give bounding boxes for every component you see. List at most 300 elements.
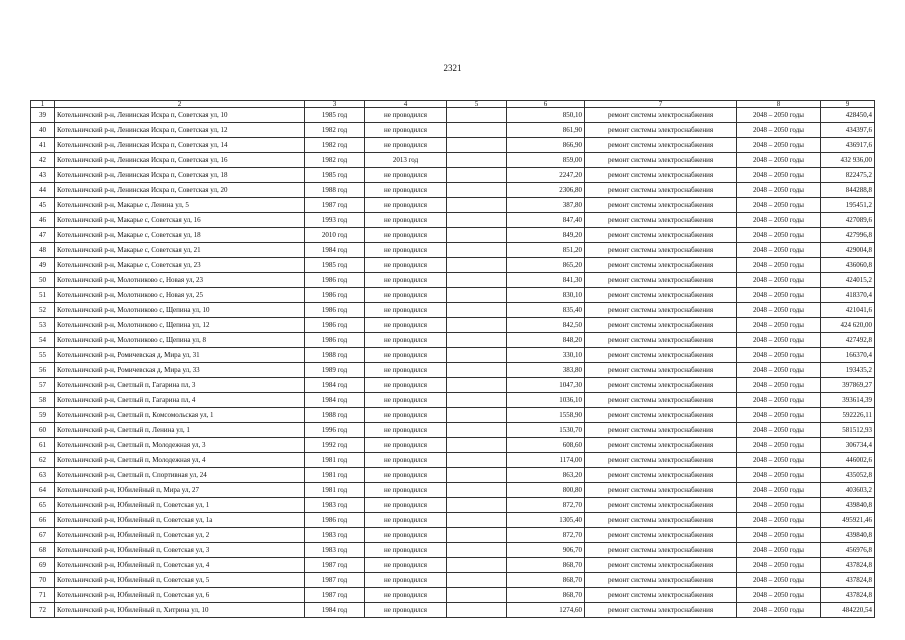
- row-number: 54: [31, 333, 55, 348]
- last-repair-cell: не проводился: [365, 588, 447, 603]
- cost-cell: 437824,8: [821, 573, 875, 588]
- empty-cell: [447, 108, 507, 123]
- empty-cell: [447, 303, 507, 318]
- cost-cell: 495921,46: [821, 513, 875, 528]
- cost-cell: 435052,8: [821, 468, 875, 483]
- period-cell: 2048 – 2050 годы: [737, 318, 821, 333]
- cost-cell: 393614,39: [821, 393, 875, 408]
- cost-cell: 195451,2: [821, 198, 875, 213]
- last-repair-cell: не проводился: [365, 408, 447, 423]
- row-number: 47: [31, 228, 55, 243]
- period-cell: 2048 – 2050 годы: [737, 243, 821, 258]
- cost-cell: 432 936,00: [821, 153, 875, 168]
- address-cell: Котельничский р-н, Светлый п, Гагарина пл, 3: [55, 378, 305, 393]
- construction-year-cell: 1982 год: [305, 123, 365, 138]
- area-cell: 830,10: [507, 288, 585, 303]
- period-cell: 2048 – 2050 годы: [737, 183, 821, 198]
- row-number: 68: [31, 543, 55, 558]
- table-row: [31, 273, 875, 288]
- empty-cell: [447, 348, 507, 363]
- address-cell: Котельничский р-н, Ленинская Искра п, Советская ул, 20: [55, 183, 305, 198]
- address-cell: Котельничский р-н, Юбилейный п, Мира ул, 27: [55, 483, 305, 498]
- address-cell: Котельничский р-н, Макарье с, Советская ул, 18: [55, 228, 305, 243]
- area-cell: 608,60: [507, 438, 585, 453]
- work-type-cell: ремонт системы электроснабжения: [585, 573, 737, 588]
- area-cell: 851,20: [507, 243, 585, 258]
- construction-year-cell: 1987 год: [305, 558, 365, 573]
- area-cell: 841,30: [507, 273, 585, 288]
- construction-year-cell: 1982 год: [305, 138, 365, 153]
- table-row: [31, 558, 875, 573]
- construction-year-cell: 1986 год: [305, 513, 365, 528]
- work-type-cell: ремонт системы электроснабжения: [585, 243, 737, 258]
- work-type-cell: ремонт системы электроснабжения: [585, 198, 737, 213]
- construction-year-cell: 1988 год: [305, 348, 365, 363]
- period-cell: 2048 – 2050 годы: [737, 483, 821, 498]
- empty-cell: [447, 333, 507, 348]
- construction-year-cell: 2010 год: [305, 228, 365, 243]
- last-repair-cell: не проводился: [365, 573, 447, 588]
- address-cell: Котельничский р-н, Молотниково с, Щепина ул, 12: [55, 318, 305, 333]
- address-cell: Котельничский р-н, Юбилейный п, Советская ул, 6: [55, 588, 305, 603]
- cost-cell: 306734,4: [821, 438, 875, 453]
- construction-year-cell: 1986 год: [305, 273, 365, 288]
- area-cell: 868,70: [507, 558, 585, 573]
- period-cell: 2048 – 2050 годы: [737, 603, 821, 618]
- address-cell: Котельничский р-н, Молотниково с, Новая ул, 25: [55, 288, 305, 303]
- address-cell: Котельничский р-н, Молотниково с, Щепина ул, 8: [55, 333, 305, 348]
- address-cell: Котельничский р-н, Ленинская Искра п, Советская ул, 16: [55, 153, 305, 168]
- row-number: 45: [31, 198, 55, 213]
- empty-cell: [447, 288, 507, 303]
- cost-cell: 424015,2: [821, 273, 875, 288]
- cost-cell: 439840,8: [821, 528, 875, 543]
- table-row: [31, 453, 875, 468]
- address-cell: Котельничский р-н, Юбилейный п, Советская ул, 5: [55, 573, 305, 588]
- table-row: [31, 258, 875, 273]
- construction-year-cell: 1984 год: [305, 243, 365, 258]
- table-row: [31, 138, 875, 153]
- period-cell: 2048 – 2050 годы: [737, 258, 821, 273]
- period-cell: 2048 – 2050 годы: [737, 558, 821, 573]
- area-cell: 383,80: [507, 363, 585, 378]
- empty-cell: [447, 213, 507, 228]
- last-repair-cell: не проводился: [365, 423, 447, 438]
- table-row: [31, 528, 875, 543]
- area-cell: 330,10: [507, 348, 585, 363]
- row-number: 40: [31, 123, 55, 138]
- area-cell: 866,90: [507, 138, 585, 153]
- empty-cell: [447, 378, 507, 393]
- address-cell: Котельничский р-н, Молотниково с, Новая ул, 23: [55, 273, 305, 288]
- page-number: 2321: [443, 63, 462, 73]
- construction-year-cell: 1982 год: [305, 153, 365, 168]
- last-repair-cell: не проводился: [365, 483, 447, 498]
- cost-cell: 436917,6: [821, 138, 875, 153]
- empty-cell: [447, 318, 507, 333]
- construction-year-cell: 1983 год: [305, 528, 365, 543]
- cost-cell: 421041,6: [821, 303, 875, 318]
- row-number: 70: [31, 573, 55, 588]
- address-cell: Котельничский р-н, Светлый п, Молодежная ул, 4: [55, 453, 305, 468]
- table-row: [31, 408, 875, 423]
- area-cell: 1174,00: [507, 453, 585, 468]
- last-repair-cell: не проводился: [365, 288, 447, 303]
- last-repair-cell: не проводился: [365, 228, 447, 243]
- area-cell: 906,70: [507, 543, 585, 558]
- last-repair-cell: не проводился: [365, 378, 447, 393]
- row-number: 63: [31, 468, 55, 483]
- table-row: [31, 303, 875, 318]
- row-number: 60: [31, 423, 55, 438]
- address-cell: Котельничский р-н, Юбилейный п, Советская ул, 3: [55, 543, 305, 558]
- address-cell: Котельничский р-н, Ромичевская д, Мира ул, 31: [55, 348, 305, 363]
- row-number: 48: [31, 243, 55, 258]
- area-cell: 865,20: [507, 258, 585, 273]
- address-cell: Котельничский р-н, Юбилейный п, Советская ул, 1: [55, 498, 305, 513]
- row-number: 66: [31, 513, 55, 528]
- work-type-cell: ремонт системы электроснабжения: [585, 423, 737, 438]
- row-number: 46: [31, 213, 55, 228]
- last-repair-cell: не проводился: [365, 438, 447, 453]
- construction-year-cell: 1986 год: [305, 318, 365, 333]
- table-row: [31, 348, 875, 363]
- area-cell: 1047,30: [507, 378, 585, 393]
- last-repair-cell: не проводился: [365, 603, 447, 618]
- column-header-2: 2: [55, 101, 305, 108]
- last-repair-cell: не проводился: [365, 273, 447, 288]
- area-cell: 2247,20: [507, 168, 585, 183]
- table-row: [31, 183, 875, 198]
- table-header-row: [31, 101, 875, 108]
- row-number: 41: [31, 138, 55, 153]
- last-repair-cell: не проводился: [365, 513, 447, 528]
- area-cell: 868,70: [507, 573, 585, 588]
- last-repair-cell: не проводился: [365, 303, 447, 318]
- work-type-cell: ремонт системы электроснабжения: [585, 483, 737, 498]
- empty-cell: [447, 603, 507, 618]
- area-cell: 800,80: [507, 483, 585, 498]
- last-repair-cell: не проводился: [365, 333, 447, 348]
- row-number: 49: [31, 258, 55, 273]
- area-cell: 848,20: [507, 333, 585, 348]
- cost-cell: 418370,4: [821, 288, 875, 303]
- work-type-cell: ремонт системы электроснабжения: [585, 288, 737, 303]
- table-row: [31, 378, 875, 393]
- cost-cell: 427492,8: [821, 333, 875, 348]
- period-cell: 2048 – 2050 годы: [737, 378, 821, 393]
- period-cell: 2048 – 2050 годы: [737, 288, 821, 303]
- work-type-cell: ремонт системы электроснабжения: [585, 558, 737, 573]
- area-cell: 872,70: [507, 528, 585, 543]
- period-cell: 2048 – 2050 годы: [737, 408, 821, 423]
- empty-cell: [447, 228, 507, 243]
- table-row: [31, 318, 875, 333]
- period-cell: 2048 – 2050 годы: [737, 213, 821, 228]
- last-repair-cell: не проводился: [365, 198, 447, 213]
- address-cell: Котельничский р-н, Юбилейный п, Советская ул, 1а: [55, 513, 305, 528]
- area-cell: 859,00: [507, 153, 585, 168]
- cost-cell: 434397,6: [821, 123, 875, 138]
- table-row: [31, 573, 875, 588]
- construction-year-cell: 1984 год: [305, 393, 365, 408]
- empty-cell: [447, 393, 507, 408]
- row-number: 62: [31, 453, 55, 468]
- work-type-cell: ремонт системы электроснабжения: [585, 183, 737, 198]
- row-number: 69: [31, 558, 55, 573]
- row-number: 64: [31, 483, 55, 498]
- construction-year-cell: 1984 год: [305, 378, 365, 393]
- work-type-cell: ремонт системы электроснабжения: [585, 363, 737, 378]
- last-repair-cell: 2013 год: [365, 153, 447, 168]
- work-type-cell: ремонт системы электроснабжения: [585, 123, 737, 138]
- last-repair-cell: не проводился: [365, 498, 447, 513]
- work-type-cell: ремонт системы электроснабжения: [585, 273, 737, 288]
- cost-cell: 437824,8: [821, 588, 875, 603]
- cost-cell: 592226,11: [821, 408, 875, 423]
- work-type-cell: ремонт системы электроснабжения: [585, 513, 737, 528]
- last-repair-cell: не проводился: [365, 183, 447, 198]
- work-type-cell: ремонт системы электроснабжения: [585, 318, 737, 333]
- cost-cell: 437824,8: [821, 558, 875, 573]
- address-cell: Котельничский р-н, Макарье с, Советская ул, 23: [55, 258, 305, 273]
- empty-cell: [447, 408, 507, 423]
- work-type-cell: ремонт системы электроснабжения: [585, 348, 737, 363]
- last-repair-cell: не проводился: [365, 318, 447, 333]
- table-row: [31, 198, 875, 213]
- column-header-3: 3: [305, 101, 365, 108]
- empty-cell: [447, 138, 507, 153]
- period-cell: 2048 – 2050 годы: [737, 438, 821, 453]
- period-cell: 2048 – 2050 годы: [737, 393, 821, 408]
- table-row: [31, 123, 875, 138]
- cost-cell: 193435,2: [821, 363, 875, 378]
- period-cell: 2048 – 2050 годы: [737, 498, 821, 513]
- row-number: 55: [31, 348, 55, 363]
- row-number: 61: [31, 438, 55, 453]
- empty-cell: [447, 258, 507, 273]
- column-header-8: 8: [737, 101, 821, 108]
- construction-year-cell: 1996 год: [305, 423, 365, 438]
- period-cell: 2048 – 2050 годы: [737, 198, 821, 213]
- empty-cell: [447, 438, 507, 453]
- empty-cell: [447, 588, 507, 603]
- address-cell: Котельничский р-н, Молотниково с, Щепина ул, 10: [55, 303, 305, 318]
- table-row: [31, 423, 875, 438]
- address-cell: Котельничский р-н, Светлый п, Молодежная ул, 3: [55, 438, 305, 453]
- table-row: [31, 438, 875, 453]
- empty-cell: [447, 198, 507, 213]
- empty-cell: [447, 558, 507, 573]
- construction-year-cell: 1987 год: [305, 588, 365, 603]
- row-number: 65: [31, 498, 55, 513]
- cost-cell: 397869,27: [821, 378, 875, 393]
- work-type-cell: ремонт системы электроснабжения: [585, 303, 737, 318]
- table-row: [31, 333, 875, 348]
- cost-cell: 427996,8: [821, 228, 875, 243]
- work-type-cell: ремонт системы электроснабжения: [585, 258, 737, 273]
- work-type-cell: ремонт системы электроснабжения: [585, 453, 737, 468]
- row-number: 53: [31, 318, 55, 333]
- empty-cell: [447, 483, 507, 498]
- row-number: 39: [31, 108, 55, 123]
- area-cell: 2306,80: [507, 183, 585, 198]
- work-type-cell: ремонт системы электроснабжения: [585, 168, 737, 183]
- cost-cell: 403603,2: [821, 483, 875, 498]
- area-cell: 1036,10: [507, 393, 585, 408]
- last-repair-cell: не проводился: [365, 213, 447, 228]
- row-number: 50: [31, 273, 55, 288]
- cost-cell: 439840,8: [821, 498, 875, 513]
- table-row: [31, 468, 875, 483]
- period-cell: 2048 – 2050 годы: [737, 333, 821, 348]
- empty-cell: [447, 528, 507, 543]
- work-type-cell: ремонт системы электроснабжения: [585, 378, 737, 393]
- table-row: [31, 393, 875, 408]
- period-cell: 2048 – 2050 годы: [737, 453, 821, 468]
- construction-year-cell: 1987 год: [305, 573, 365, 588]
- table-row: [31, 168, 875, 183]
- address-cell: Котельничский р-н, Юбилейный п, Советская ул, 2: [55, 528, 305, 543]
- period-cell: 2048 – 2050 годы: [737, 138, 821, 153]
- period-cell: 2048 – 2050 годы: [737, 168, 821, 183]
- cost-cell: 822475,2: [821, 168, 875, 183]
- area-cell: 1558,90: [507, 408, 585, 423]
- work-type-cell: ремонт системы электроснабжения: [585, 333, 737, 348]
- period-cell: 2048 – 2050 годы: [737, 423, 821, 438]
- cost-cell: 484220,54: [821, 603, 875, 618]
- address-cell: Котельничский р-н, Юбилейный п, Хитрина ул, 10: [55, 603, 305, 618]
- last-repair-cell: не проводился: [365, 348, 447, 363]
- cost-cell: 424 620,00: [821, 318, 875, 333]
- construction-year-cell: 1983 год: [305, 543, 365, 558]
- address-cell: Котельничский р-н, Ленинская Искра п, Советская ул, 14: [55, 138, 305, 153]
- construction-year-cell: 1983 год: [305, 498, 365, 513]
- area-cell: 863,20: [507, 468, 585, 483]
- column-header-4: 4: [365, 101, 447, 108]
- work-type-cell: ремонт системы электроснабжения: [585, 408, 737, 423]
- work-type-cell: ремонт системы электроснабжения: [585, 438, 737, 453]
- construction-year-cell: 1984 год: [305, 603, 365, 618]
- column-header-1: 1: [31, 101, 55, 108]
- empty-cell: [447, 513, 507, 528]
- address-cell: Котельничский р-н, Макарье с, Советская ул, 16: [55, 213, 305, 228]
- period-cell: 2048 – 2050 годы: [737, 588, 821, 603]
- construction-year-cell: 1988 год: [305, 183, 365, 198]
- row-number: 59: [31, 408, 55, 423]
- table-row: [31, 243, 875, 258]
- row-number: 42: [31, 153, 55, 168]
- address-cell: Котельничский р-н, Макарье с, Ленина ул, 5: [55, 198, 305, 213]
- address-cell: Котельничский р-н, Юбилейный п, Советская ул, 4: [55, 558, 305, 573]
- area-cell: 1305,40: [507, 513, 585, 528]
- work-type-cell: ремонт системы электроснабжения: [585, 108, 737, 123]
- period-cell: 2048 – 2050 годы: [737, 108, 821, 123]
- table-row: [31, 288, 875, 303]
- construction-year-cell: 1985 год: [305, 108, 365, 123]
- period-cell: 2048 – 2050 годы: [737, 513, 821, 528]
- last-repair-cell: не проводился: [365, 168, 447, 183]
- period-cell: 2048 – 2050 годы: [737, 153, 821, 168]
- cost-cell: 581512,93: [821, 423, 875, 438]
- empty-cell: [447, 123, 507, 138]
- work-type-cell: ремонт системы электроснабжения: [585, 213, 737, 228]
- last-repair-cell: не проводился: [365, 138, 447, 153]
- row-number: 58: [31, 393, 55, 408]
- address-cell: Котельничский р-н, Ленинская Искра п, Советская ул, 10: [55, 108, 305, 123]
- period-cell: 2048 – 2050 годы: [737, 528, 821, 543]
- cost-cell: 844288,8: [821, 183, 875, 198]
- period-cell: 2048 – 2050 годы: [737, 123, 821, 138]
- buildings-repair-table: [30, 100, 875, 618]
- empty-cell: [447, 543, 507, 558]
- period-cell: 2048 – 2050 годы: [737, 273, 821, 288]
- construction-year-cell: 1985 год: [305, 258, 365, 273]
- empty-cell: [447, 573, 507, 588]
- period-cell: 2048 – 2050 годы: [737, 573, 821, 588]
- construction-year-cell: 1981 год: [305, 453, 365, 468]
- area-cell: 850,10: [507, 108, 585, 123]
- address-cell: Котельничский р-н, Ленинская Искра п, Советская ул, 18: [55, 168, 305, 183]
- row-number: 67: [31, 528, 55, 543]
- construction-year-cell: 1988 год: [305, 408, 365, 423]
- empty-cell: [447, 168, 507, 183]
- period-cell: 2048 – 2050 годы: [737, 363, 821, 378]
- work-type-cell: ремонт системы электроснабжения: [585, 393, 737, 408]
- cost-cell: 456976,8: [821, 543, 875, 558]
- construction-year-cell: 1985 год: [305, 168, 365, 183]
- work-type-cell: ремонт системы электроснабжения: [585, 543, 737, 558]
- empty-cell: [447, 423, 507, 438]
- empty-cell: [447, 468, 507, 483]
- last-repair-cell: не проводился: [365, 468, 447, 483]
- last-repair-cell: не проводился: [365, 258, 447, 273]
- table-row: [31, 228, 875, 243]
- construction-year-cell: 1986 год: [305, 333, 365, 348]
- cost-cell: 166370,4: [821, 348, 875, 363]
- table-row: [31, 153, 875, 168]
- row-number: 72: [31, 603, 55, 618]
- area-cell: 849,20: [507, 228, 585, 243]
- row-number: 43: [31, 168, 55, 183]
- empty-cell: [447, 183, 507, 198]
- period-cell: 2048 – 2050 годы: [737, 348, 821, 363]
- table-body: [31, 108, 875, 618]
- address-cell: Котельничский р-н, Ленинская Искра п, Советская ул, 12: [55, 123, 305, 138]
- last-repair-cell: не проводился: [365, 123, 447, 138]
- cost-cell: 427089,6: [821, 213, 875, 228]
- last-repair-cell: не проводился: [365, 453, 447, 468]
- work-type-cell: ремонт системы электроснабжения: [585, 153, 737, 168]
- cost-cell: 429004,8: [821, 243, 875, 258]
- period-cell: 2048 – 2050 годы: [737, 468, 821, 483]
- area-cell: 847,40: [507, 213, 585, 228]
- last-repair-cell: не проводился: [365, 243, 447, 258]
- row-number: 56: [31, 363, 55, 378]
- row-number: 71: [31, 588, 55, 603]
- construction-year-cell: 1986 год: [305, 288, 365, 303]
- last-repair-cell: не проводился: [365, 558, 447, 573]
- address-cell: Котельничский р-н, Макарье с, Советская ул, 21: [55, 243, 305, 258]
- column-header-6: 6: [507, 101, 585, 108]
- empty-cell: [447, 153, 507, 168]
- row-number: 52: [31, 303, 55, 318]
- period-cell: 2048 – 2050 годы: [737, 303, 821, 318]
- table-row: [31, 483, 875, 498]
- row-number: 44: [31, 183, 55, 198]
- address-cell: Котельничский р-н, Светлый п, Ленина ул, 1: [55, 423, 305, 438]
- empty-cell: [447, 243, 507, 258]
